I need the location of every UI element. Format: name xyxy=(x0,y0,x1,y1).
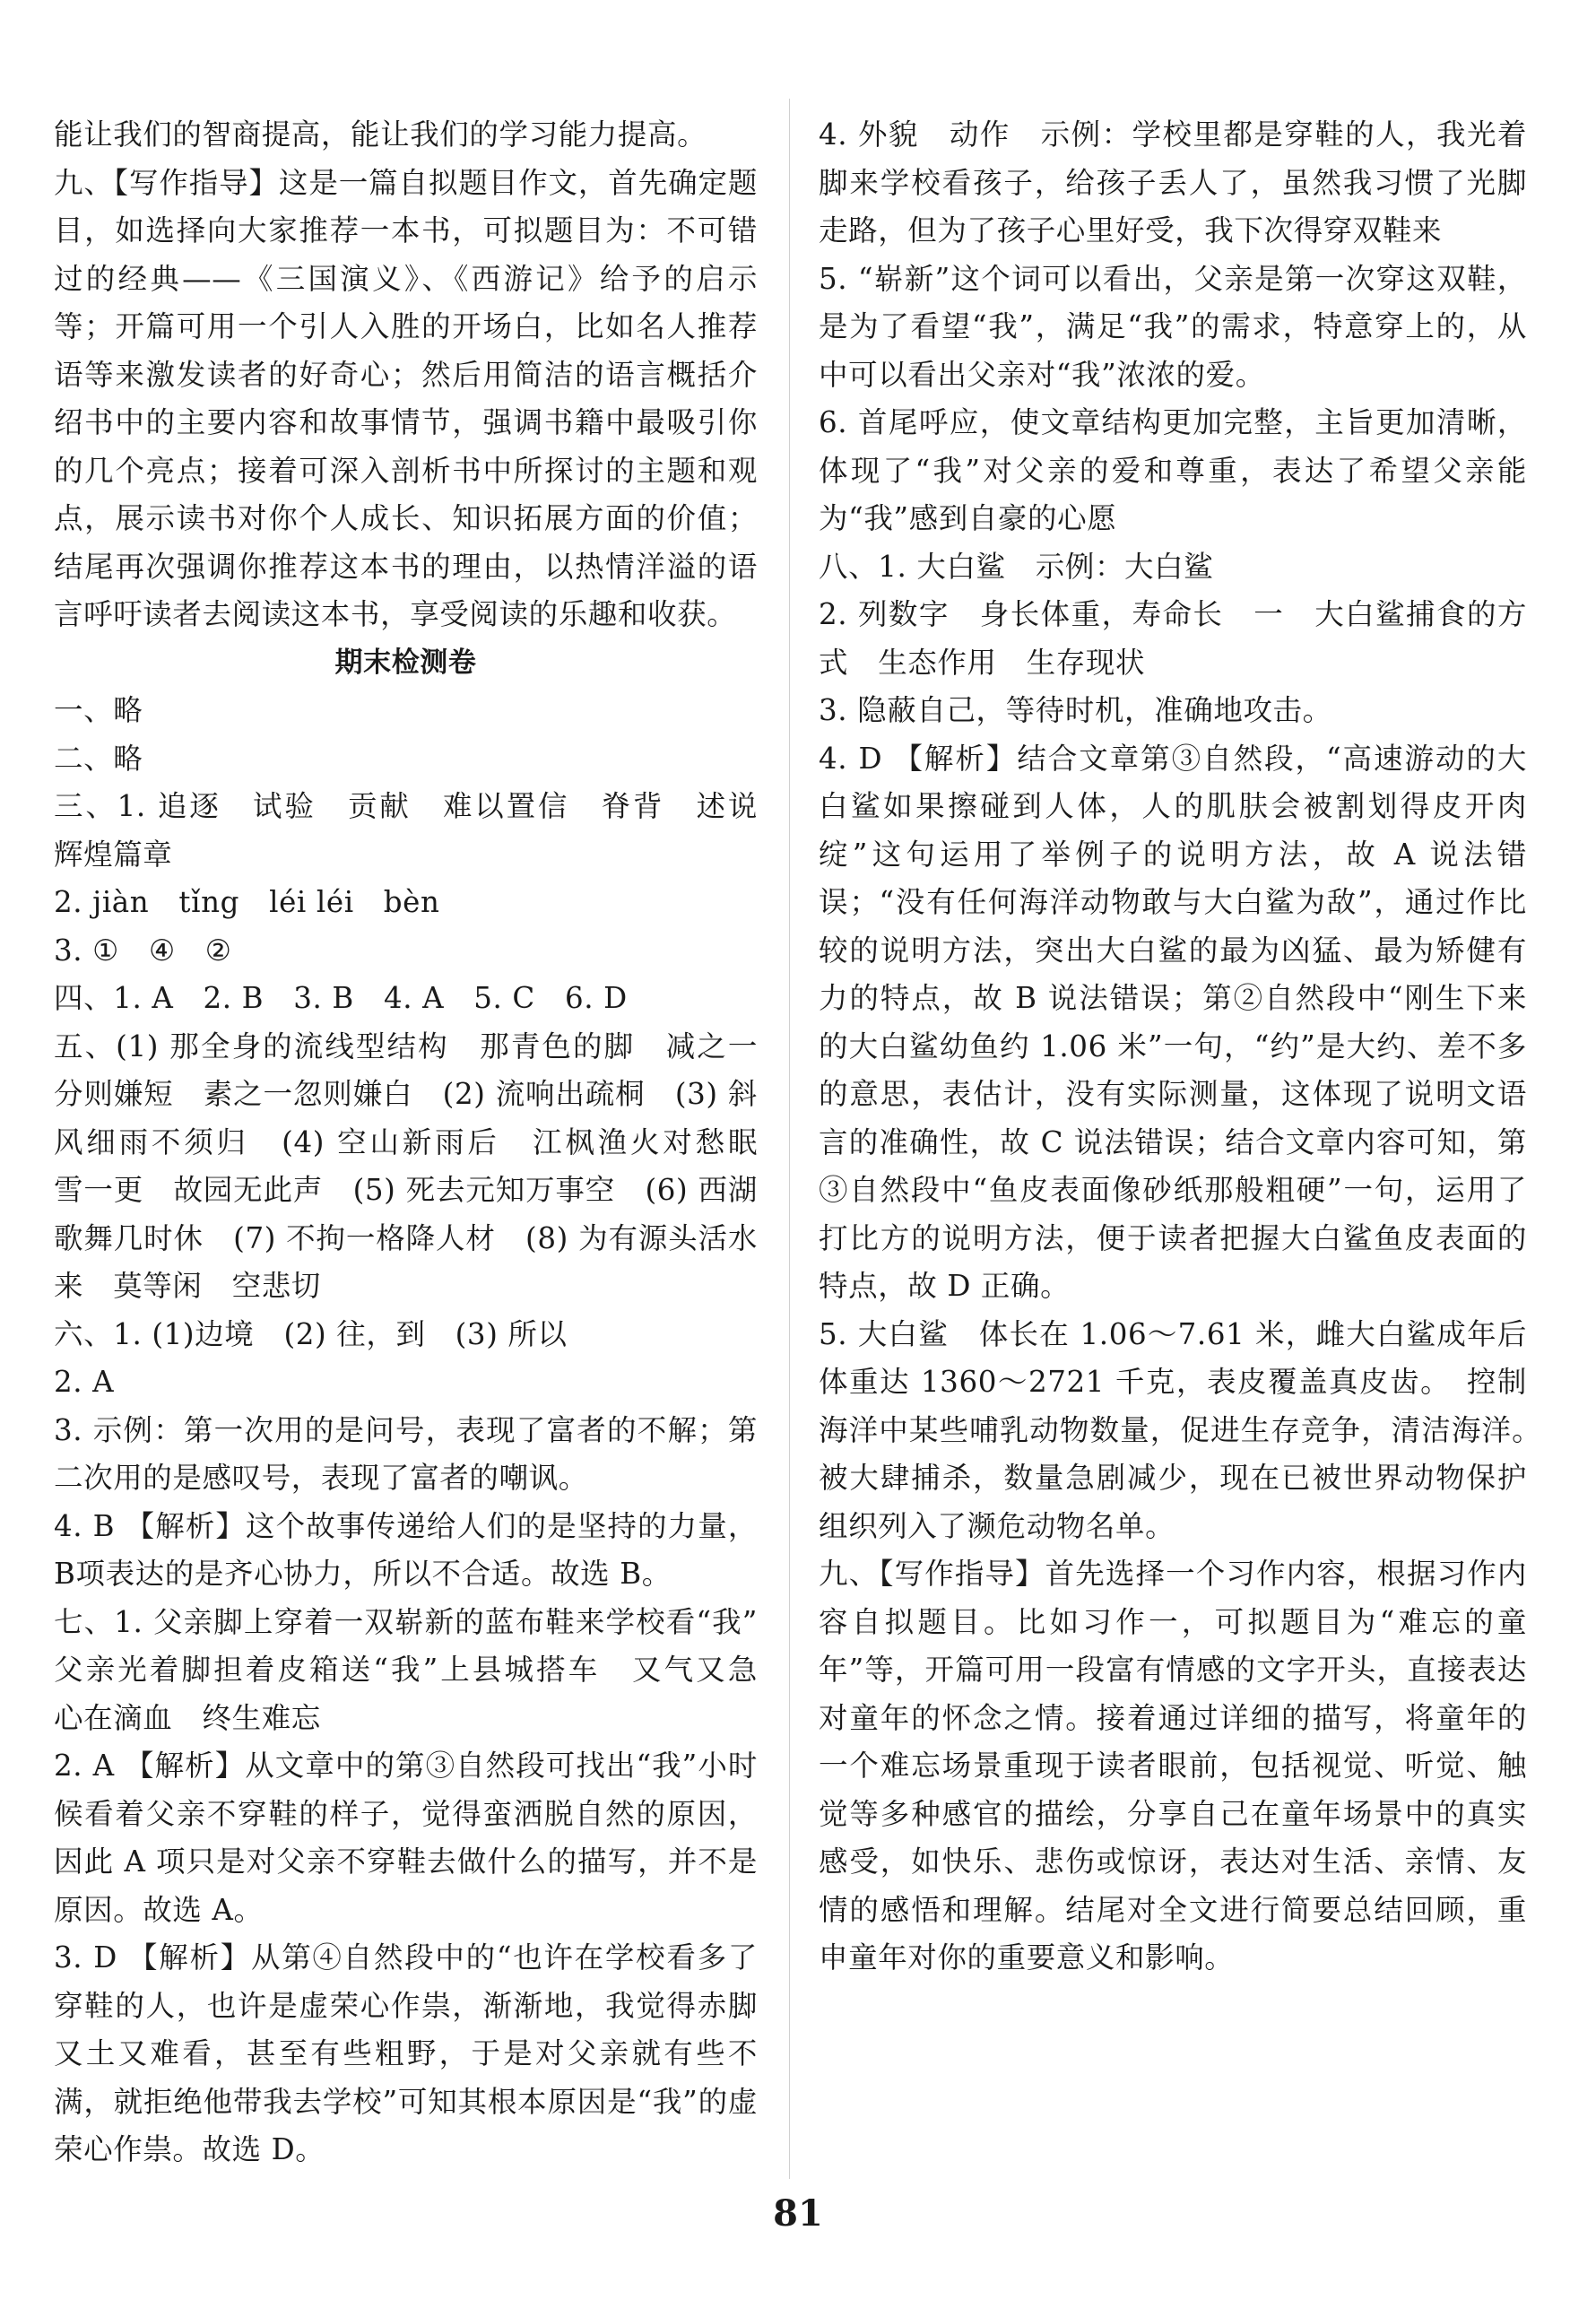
paragraph: 4. 外貌 动作 示例：学校里都是穿鞋的人，我光着脚来学校看孩子，给孩子丢人了，虽然我习惯了光脚走路，但为了孩子心里好受，我下次得穿双鞋来 xyxy=(819,117,1527,247)
left-column xyxy=(54,111,788,2174)
paragraph: 4. D 【解析】结合文章第③自然段，“高速游动的大白鲨如果擦碰到人体，人的肌肤会被割划得皮开肉绽”这句运用了举例子的说明方法，故 A 说法错误；“没有任何海洋动物敢与大白鲨为敌”，通过作比较的说明方法，突出大白鲨的最为凶猛、最为矫健有力的特点，故 B 说法错误；第②自然段中“刚生下来的大白鲨幼鱼约 1.06 米”一句，“约”是大约、差不多的意思，表估计，没有实际测量，这体现了说明文语言的准确性，故 C 说法错误；结合文章内容可知，第③自然段中“鱼皮表面像砂纸那般粗硬”一句，运用了打比方的说明方法，便于读者把握大白鲨鱼皮表面的特点，故 D 正确。 xyxy=(819,741,1527,1303)
paragraph: 5. “崭新”这个词可以看出，父亲是第一次穿这双鞋，是为了看望“我”，满足“我”的需求，特意穿上的，从中可以看出父亲对“我”浓浓的爱。 xyxy=(819,261,1527,392)
paragraph: 二、略 xyxy=(54,741,143,776)
paragraph: 3. D 【解析】从第④自然段中的“也许在学校看多了穿鞋的人，也许是虚荣心作祟，渐渐地，我觉得赤脚又土又难看，甚至有些粗野，于是对父亲就有些不满，就拒绝他带我去学校”可知其根本原因是“我”的虚荣心作祟。故选 D。 xyxy=(54,1940,758,2166)
paragraph: 2. A 【解析】从文章中的第③自然段可找出“我”小时候看着父亲不穿鞋的样子，觉得蛮洒脱自然的原因，因此 A 项只是对父亲不穿鞋去做什么的描写，并不是原因。故选 A。 xyxy=(54,1749,758,1927)
paragraph: 九、【写作指导】这是一篇自拟题目作文，首先确定题目，如选择向大家推荐一本书，可拟题目为：不可错过的经典——《三国演义》、《西游记》给予的启示等；开篇可用一个引人入胜的开场白，比如名人推荐语等来激发读者的好奇心；然后用简洁的语言概括介绍书中的主要内容和故事情节，强调书籍中最吸引你的几个亮点；接着可深入剖析书中所探讨的主题和观点，展示读书对你个人成长、知识拓展方面的价值；结尾再次强调你推荐这本书的理由，以热情洋溢的语言呼吁读者去阅读这本书，享受阅读的乐趣和收获。 xyxy=(54,165,758,631)
paragraph: 6. 首尾呼应，使文章结构更加完整，主旨更加清晰，体现了“我”对父亲的爱和尊重，表达了希望父亲能为“我”感到自豪的心愿 xyxy=(819,405,1527,535)
paragraph: 三、1. 追逐 试验 贡献 难以置信 脊背 述说 辉煌篇章 xyxy=(54,789,788,872)
paragraph: 能让我们的智商提高，能让我们的学习能力提高。 xyxy=(54,117,707,152)
paragraph: 2. jiàn tǐng léi léi bèn xyxy=(54,885,440,919)
paragraph: 4. B 【解析】这个故事传递给人们的是坚持的力量，B项表达的是齐心协力，所以不合适。故选 B。 xyxy=(54,1508,758,1591)
right-column xyxy=(819,111,1557,1983)
paragraph: 四、1. A 2. B 3. B 4. A 5. C 6. D xyxy=(54,981,628,1015)
page-number: 81 xyxy=(773,2192,823,2235)
column-divider xyxy=(789,99,790,2179)
paragraph: 一、略 xyxy=(54,693,143,727)
paragraph: 九、【写作指导】首先选择一个习作内容，根据习作内容自拟题目。比如习作一，可拟题目为“难忘的童年”等，开篇可用一段富有情感的文字开头，直接表达对童年的怀念之情。接着通过详细的描写，将童年的一个难忘场景重现于读者眼前，包括视觉、听觉、触觉等多种感官的描绘，分享自己在童年场景中的真实感受，如快乐、悲伤或惊讶，表达对生活、亲情、友情的感悟和理解。结尾对全文进行简要总结回顾，重申童年对你的重要意义和影响。 xyxy=(819,1557,1527,1975)
paragraph: 2. A xyxy=(54,1365,115,1399)
section-heading: 期末检测卷 xyxy=(334,646,477,679)
paragraph: 七、1. 父亲脚上穿着一双崭新的蓝布鞋来学校看“我” 父亲光着脚担着皮箱送“我”上县城搭车 又气又急 心在滴血 终生难忘 xyxy=(54,1604,788,1735)
paragraph: 2. 列数字 身长体重，寿命长 一 大白鲨捕食的方式 生态作用 生存现状 xyxy=(819,597,1527,680)
paragraph: 3. 示例：第一次用的是问号，表现了富者的不解；第二次用的是感叹号，表现了富者的嘲讽。 xyxy=(54,1412,758,1495)
paragraph: 五、(1) 那全身的流线型结构 那青色的脚 减之一分则嫌短 素之一忽则嫌白 (2) 流响出疏桐 (3) 斜风细雨不须归 (4) 空山新雨后 江枫渔火对愁眠 雪一更 故园无此声 (5) 死去元知万事空 (6) 西湖歌舞几时休 (7) 不拘一格降人材 (8) 为有源头活水来 莫等闲 空悲切 xyxy=(54,1028,788,1303)
paragraph: 八、1. 大白鲨 示例：大白鲨 xyxy=(819,549,1214,584)
paragraph: 5. 大白鲨 体长在 1.06～7.61 米，雌大白鲨成年后体重达 1360～2721 千克，表皮覆盖真皮齿。 控制海洋中某些哺乳动物数量，促进生存竞争，清洁海洋。 被大肆捕杀，数量急剧减少，现在已被世界动物保护组织列入了濒危动物名单。 xyxy=(819,1316,1557,1543)
paragraph: 六、1. (1)边境 (2) 往，到 (3) 所以 xyxy=(54,1316,568,1351)
paragraph: 3. ① ④ ② xyxy=(54,933,232,968)
paragraph: 3. 隐蔽自己，等待时机，准确地攻击。 xyxy=(819,693,1332,727)
